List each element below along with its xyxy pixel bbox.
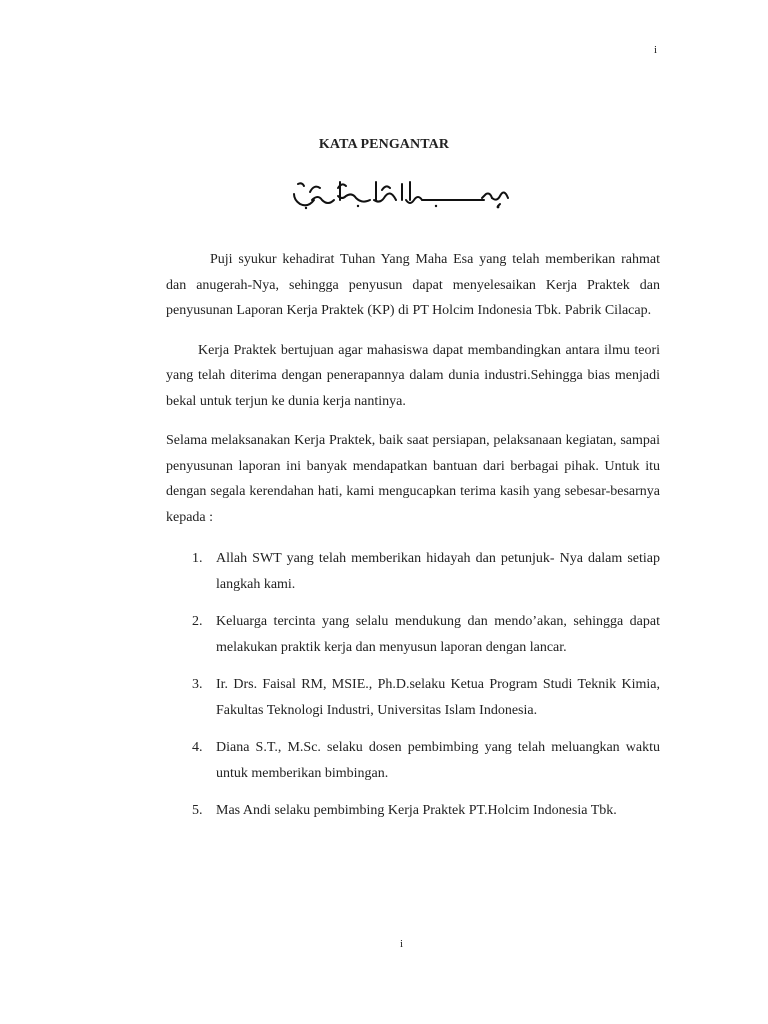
list-item-text: Mas Andi selaku pembimbing Kerja Praktek PT.Holcim Indonesia Tbk. xyxy=(216,803,617,818)
list-item xyxy=(166,609,660,660)
list-item xyxy=(166,672,660,723)
paragraph: Kerja Praktek bertujuan agar mahasiswa dapat membandingkan antara ilmu teori yang telah diterima dengan penerapannya dalam dunia industri.Sehingga bias menjadi bekal untuk terjun ke dunia kerja nantinya. xyxy=(166,342,660,409)
page-number-top: i xyxy=(654,44,658,56)
basmala-calligraphy-icon xyxy=(286,176,514,212)
thanks-list xyxy=(166,546,660,824)
page-number-bottom: i xyxy=(400,938,404,950)
body-text xyxy=(166,247,660,836)
list-item-number: 3. xyxy=(192,677,203,692)
list-item-text: Allah SWT yang telah memberikan hidayah dan petunjuk- Nya dalam setiap langkah kami. xyxy=(216,551,660,592)
list-item-text: Ir. Drs. Faisal RM, MSIE., Ph.D.selaku Ketua Program Studi Teknik Kimia, Fakultas Teknologi Industri, Universitas Islam Indonesia. xyxy=(216,677,660,718)
list-item-number: 5. xyxy=(192,803,203,818)
paragraph: Puji syukur kehadirat Tuhan Yang Maha Esa yang telah memberikan rahmat dan anugerah-Nya, sehingga penyusun dapat menyelesaikan Kerja Praktek dan penyusunan Laporan Kerja Praktek (KP) di PT Holcim Indonesia Tbk. Pabrik Cilacap. xyxy=(166,252,660,318)
list-item-number: 1. xyxy=(192,551,203,566)
list-item xyxy=(166,735,660,786)
list-item-number: 2. xyxy=(192,614,203,629)
list-item-number: 4. xyxy=(192,740,203,755)
list-item-text: Keluarga tercinta yang selalu mendukung dan mendo’akan, sehingga dapat melakukan praktik kerja dan menyusun laporan dengan lancar. xyxy=(216,614,660,655)
list-item xyxy=(166,798,660,824)
list-item xyxy=(166,546,660,597)
list-item-text: Diana S.T., M.Sc. selaku dosen pembimbing yang telah meluangkan waktu untuk memberikan bimbingan. xyxy=(216,740,660,781)
page-title: KATA PENGANTAR xyxy=(318,137,450,152)
paragraph: Selama melaksanakan Kerja Praktek, baik saat persiapan, pelaksanaan kegiatan, sampai penyusunan laporan ini banyak mendapatkan bantuan dari berbagai pihak. Untuk itu dengan segala kerendahan hati, kami mengucapkan terima kasih yang sebesar-besarnya kepada : xyxy=(166,433,660,525)
